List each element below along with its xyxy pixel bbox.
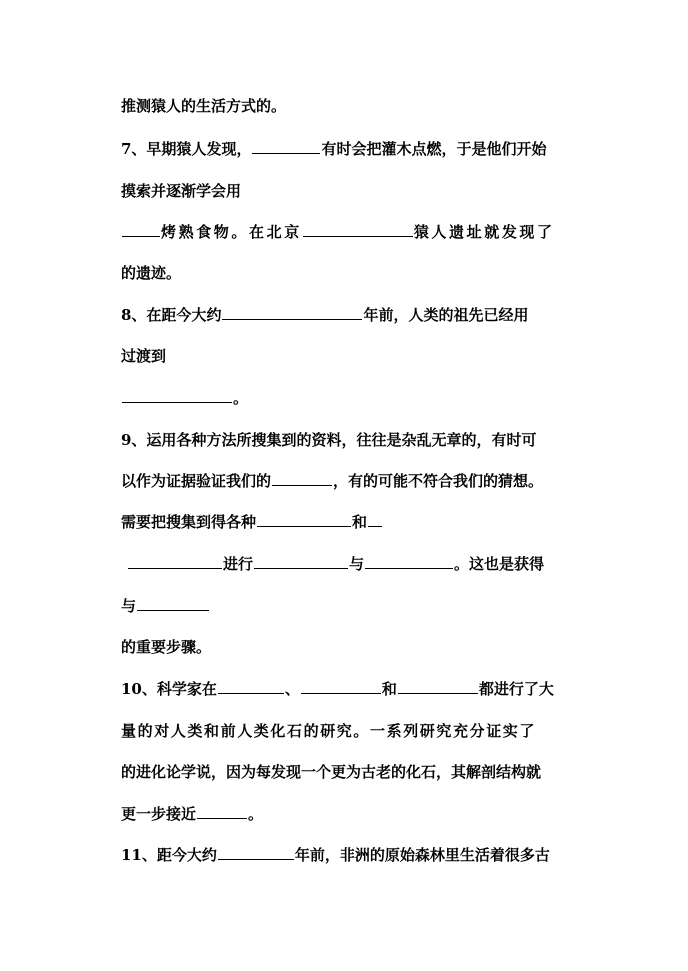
fill-blank[interactable] bbox=[365, 554, 453, 569]
text: 7、早期猿人发现， bbox=[121, 140, 252, 158]
question-10-line-2 bbox=[121, 721, 571, 741]
text: 与 bbox=[121, 597, 137, 615]
question-9-line-3 bbox=[121, 512, 571, 532]
text: 8、在距今大约 bbox=[121, 306, 222, 324]
fill-blank[interactable] bbox=[122, 222, 160, 237]
question-9-line-4 bbox=[127, 554, 577, 574]
fill-blank[interactable] bbox=[252, 139, 320, 154]
text: 。 bbox=[233, 389, 249, 407]
question-7-line-1 bbox=[121, 139, 571, 159]
text: 进行 bbox=[223, 555, 254, 573]
text: 推测猿人的生活方式的。 bbox=[121, 97, 287, 115]
fill-blank[interactable] bbox=[301, 679, 381, 694]
fill-blank[interactable] bbox=[122, 388, 232, 403]
text: 量的对人类和前人类化石的研究。一系列研究充分证实了 bbox=[121, 722, 537, 740]
question-11-line-1 bbox=[121, 845, 571, 865]
question-9-line-6 bbox=[121, 637, 571, 657]
text: 10、科学家在 bbox=[121, 680, 217, 698]
text: 。 bbox=[248, 805, 264, 823]
question-8-line-1 bbox=[121, 305, 571, 325]
text: 有时会把灌木点燃，于是他们开始 bbox=[321, 140, 547, 158]
fill-blank[interactable] bbox=[257, 512, 351, 527]
fill-blank[interactable] bbox=[218, 679, 284, 694]
question-9-line-5 bbox=[121, 596, 571, 616]
text: 和 bbox=[381, 680, 397, 698]
text: 的遗迹。 bbox=[121, 264, 182, 282]
question-10-line-4 bbox=[121, 804, 571, 824]
fill-blank[interactable] bbox=[197, 804, 247, 819]
text: 的进化论学说，因为每发现一个更为古老的化石，其解剖结构就 bbox=[121, 763, 542, 781]
text: 烤熟食物。在北京 bbox=[161, 223, 302, 241]
question-8-line-3 bbox=[121, 388, 571, 408]
text: 过渡到 bbox=[121, 347, 167, 365]
question-10-line-1 bbox=[121, 679, 571, 699]
text: 、 bbox=[284, 680, 300, 698]
fill-blank[interactable] bbox=[128, 554, 222, 569]
fill-blank[interactable] bbox=[368, 512, 382, 527]
text: 更一步接近 bbox=[121, 805, 197, 823]
text: 9、运用各种方法所搜集到的资料，往往是杂乱无章的，有时可 bbox=[121, 431, 537, 449]
question-8-line-2 bbox=[121, 346, 571, 366]
text: ，有的可能不符合我们的猜想。 bbox=[333, 472, 544, 490]
question-9-line-2 bbox=[121, 471, 571, 491]
text: 摸索并逐渐学会用 bbox=[121, 182, 242, 200]
fill-blank[interactable] bbox=[254, 554, 348, 569]
text: 的重要步骤。 bbox=[121, 638, 212, 656]
text: 和 bbox=[352, 513, 368, 531]
question-7-line-2 bbox=[121, 181, 571, 201]
fill-blank[interactable] bbox=[398, 679, 478, 694]
text: 以作为证据验证我们的 bbox=[121, 472, 272, 490]
question-7-line-3 bbox=[121, 222, 571, 242]
text: 需要把搜集到得各种 bbox=[121, 513, 257, 531]
text-line bbox=[121, 96, 571, 116]
question-10-line-3 bbox=[121, 762, 571, 782]
question-7-line-4 bbox=[121, 263, 571, 283]
question-9-line-1 bbox=[121, 430, 571, 450]
fill-blank[interactable] bbox=[303, 222, 413, 237]
fill-blank[interactable] bbox=[272, 471, 332, 486]
text: 年前，非洲的原始森林里生活着很多古 bbox=[294, 846, 550, 864]
text: 11、距今大约 bbox=[121, 846, 217, 864]
fill-blank[interactable] bbox=[137, 596, 209, 611]
text: 猿人遗址就发现了 bbox=[413, 223, 555, 241]
text: 都进行了大 bbox=[478, 680, 554, 698]
fill-blank[interactable] bbox=[222, 305, 362, 320]
text: 与 bbox=[349, 555, 365, 573]
fill-blank[interactable] bbox=[218, 845, 294, 860]
text: 年前，人类的祖先已经用 bbox=[363, 306, 529, 324]
text: 。这也是获得 bbox=[454, 555, 545, 573]
